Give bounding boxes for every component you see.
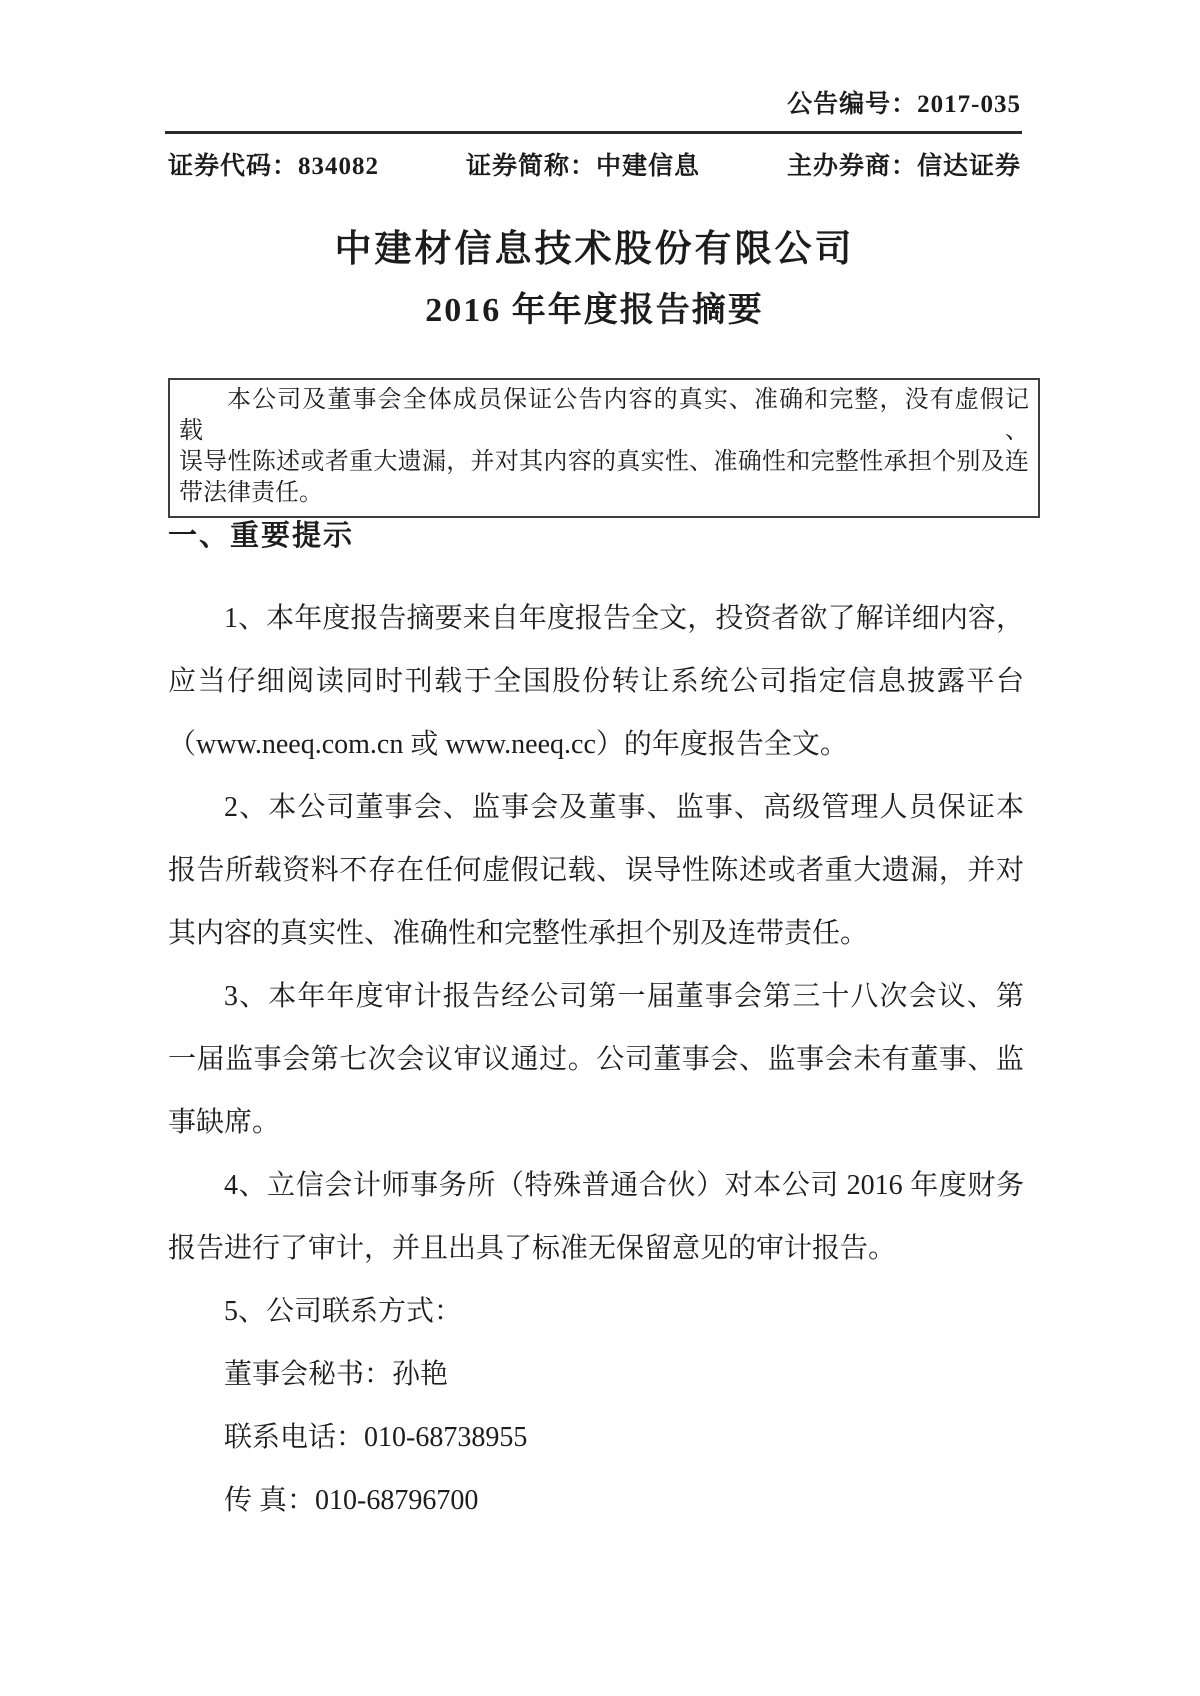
disclaimer-box — [168, 378, 1040, 518]
security-header-row — [168, 146, 1021, 182]
report-title: 2016 年年度报告摘要 — [425, 292, 764, 329]
disclaimer-line: 误导性陈述或者重大遗漏，并对其内容的真实性、准确性和完整性承担个别及连 — [179, 449, 1029, 475]
important-notice-body — [168, 587, 1024, 1532]
body-line: 其内容的真实性、准确性和完整性承担个别及连带责任。 — [168, 918, 869, 949]
body-line: 2、本公司董事会、监事会及董事、监事、高级管理人员保证本 — [224, 792, 1024, 823]
body-line: 董事会秘书：孙艳 — [224, 1359, 449, 1390]
announcement-number: 公告编号：2017-035 — [787, 91, 1021, 118]
company-title: 中建材信息技术股份有限公司 — [334, 229, 855, 270]
body-line: 4、立信会计师事务所（特殊普通合伙）对本公司 2016 年度财务 — [224, 1170, 1024, 1201]
disclaimer-line: 本公司及董事会全体成员保证公告内容的真实、准确和完整，没有虚假记载、 — [179, 387, 1029, 444]
body-line: 报告进行了审计，并且出具了标准无保留意见的审计报告。 — [168, 1233, 897, 1264]
body-line: 事缺席。 — [168, 1107, 281, 1138]
header-divider — [165, 131, 1022, 134]
disclaimer-line: 带法律责任。 — [179, 480, 323, 506]
body-line: 联系电话：010-68738955 — [224, 1422, 528, 1453]
sponsor-broker: 主办券商：信达证券 — [786, 153, 1021, 180]
security-abbr: 证券简称：中建信息 — [465, 153, 700, 180]
body-line: 报告所载资料不存在任何虚假记载、误导性陈述或者重大遗漏，并对 — [168, 855, 1024, 886]
body-line: 应当仔细阅读同时刊载于全国股份转让系统公司指定信息披露平台 — [168, 666, 1024, 697]
body-line: 1、本年度报告摘要来自年度报告全文，投资者欲了解详细内容， — [224, 603, 1024, 634]
body-line: 传 真：010-68796700 — [224, 1485, 479, 1516]
section-heading-important-notice: 一、重要提示 — [168, 520, 355, 552]
security-code: 证券代码：834082 — [168, 153, 380, 180]
body-line: （www.neeq.com.cn 或 www.neeq.cc）的年度报告全文。 — [168, 729, 848, 760]
body-line: 5、公司联系方式： — [224, 1296, 463, 1327]
body-line: 一届监事会第七次会议审议通过。公司董事会、监事会未有董事、监 — [168, 1044, 1024, 1075]
body-line: 3、本年年度审计报告经公司第一届董事会第三十八次会议、第 — [224, 981, 1024, 1012]
